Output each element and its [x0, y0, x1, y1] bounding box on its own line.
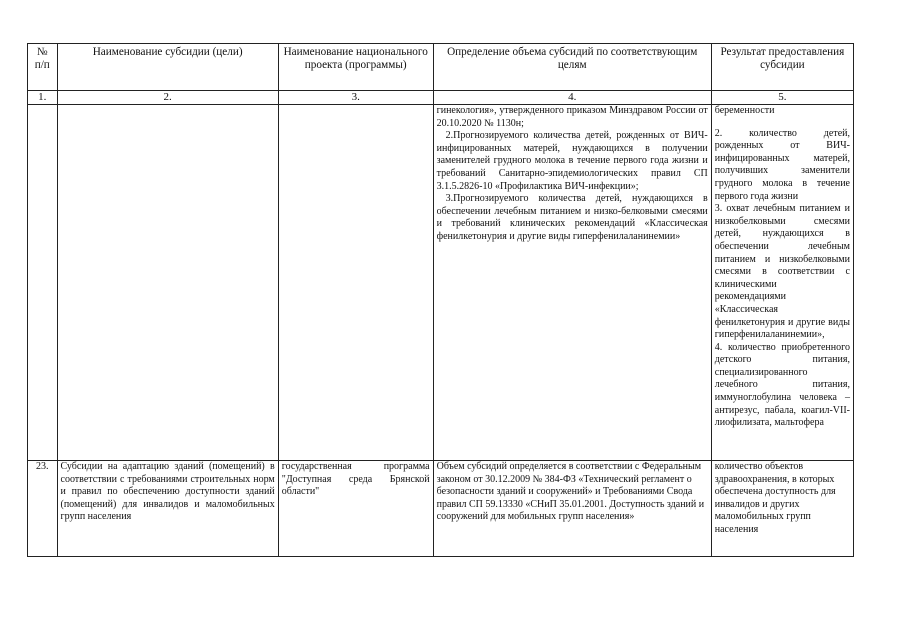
header-national-project: Наименование национального проекта (программы) [278, 44, 433, 91]
result-paragraph: 4. количество приобретенного детского питания, специализированного лечебного питания, иммуноглобулина человека – антирезус, пабала, коагил-VII-лиофилизата, мальтофера [714, 341, 850, 429]
result-paragraph: 3. охват лечебным питанием и низкобелковыми смесями детей, нуждающихся в обеспечении лечебным питанием и низкобелковыми смесями в соответствии с клиническими рекомендациями «Классическая фенилкетонурия и другие виды гиперфенилаланинемии», [714, 203, 850, 341]
cell-number [28, 105, 58, 461]
subsidy-table [27, 43, 854, 557]
table-header-row [28, 44, 854, 91]
result-paragraph: 2. количество детей, рожденных от ВИЧ-инфицированных матерей, получивших заменители грудного молока в течение первого года жизни [714, 127, 850, 202]
cell-subsidy-name [57, 105, 278, 461]
column-number-row [28, 91, 854, 105]
result-paragraph: беременности [714, 105, 775, 116]
definition-paragraph: 2.Прогнозируемого количества детей, рожденных от ВИЧ-инфицированных матерей, нуждающихся в получении заменителей грудного молока в течение первого года жизни и требований Санитарно-эпидемиологических правил СП 3.1.5.2826-10 «Профилактика ВИЧ-инфекции»; [436, 130, 708, 192]
header-number: № п/п [28, 44, 58, 91]
definition-paragraph: гинекология», утвержденного приказом Минздравом России от 20.10.2020 № 1130н; [436, 105, 708, 129]
cell-result [711, 105, 853, 461]
cell-result: количество объектов здравоохранения, в которых обеспечена доступность для инвалидов и других маломобильных групп населения [711, 461, 853, 557]
table-row-23 [28, 461, 854, 557]
column-number: 1. [28, 91, 58, 105]
cell-national-project: государственная программа "Доступная среда Брянской области" [278, 461, 433, 557]
cell-national-project [278, 105, 433, 461]
cell-number: 23. [28, 461, 58, 557]
cell-volume-definition: Объем субсидий определяется в соответствии с Федеральным законом от 30.12.2009 № 384-ФЗ «Технический регламент о безопасности зданий и сооружений» и Требованиями Свода правил СП 59.13330 «СНиП 35.01.2001. Доступность зданий и сооружений для мобильных групп населения» [433, 461, 711, 557]
cell-volume-definition [433, 105, 711, 461]
header-volume-definition: Определение объема субсидий по соответствующим целям [433, 44, 711, 91]
cell-subsidy-name: Субсидии на адаптацию зданий (помещений) в соответствии с требованиями строительных норм и правил по обеспечению доступности зданий (помещений) для инвалидов и маломобильных групп населения [57, 461, 278, 557]
column-number: 4. [433, 91, 711, 105]
column-number: 2. [57, 91, 278, 105]
definition-paragraph: 3.Прогнозируемого количества детей, нуждающихся в обеспечении лечебным питанием и низко-белковыми смесями и требований клинических рекомендаций «Классическая фенилкетонурия и другие виды гиперфенилаланинемии» [436, 193, 708, 242]
column-number: 5. [711, 91, 853, 105]
table-row-continued [28, 105, 854, 461]
header-subsidy-name: Наименование субсидии (цели) [57, 44, 278, 91]
column-number: 3. [278, 91, 433, 105]
header-result: Результат предоставления субсидии [711, 44, 853, 91]
